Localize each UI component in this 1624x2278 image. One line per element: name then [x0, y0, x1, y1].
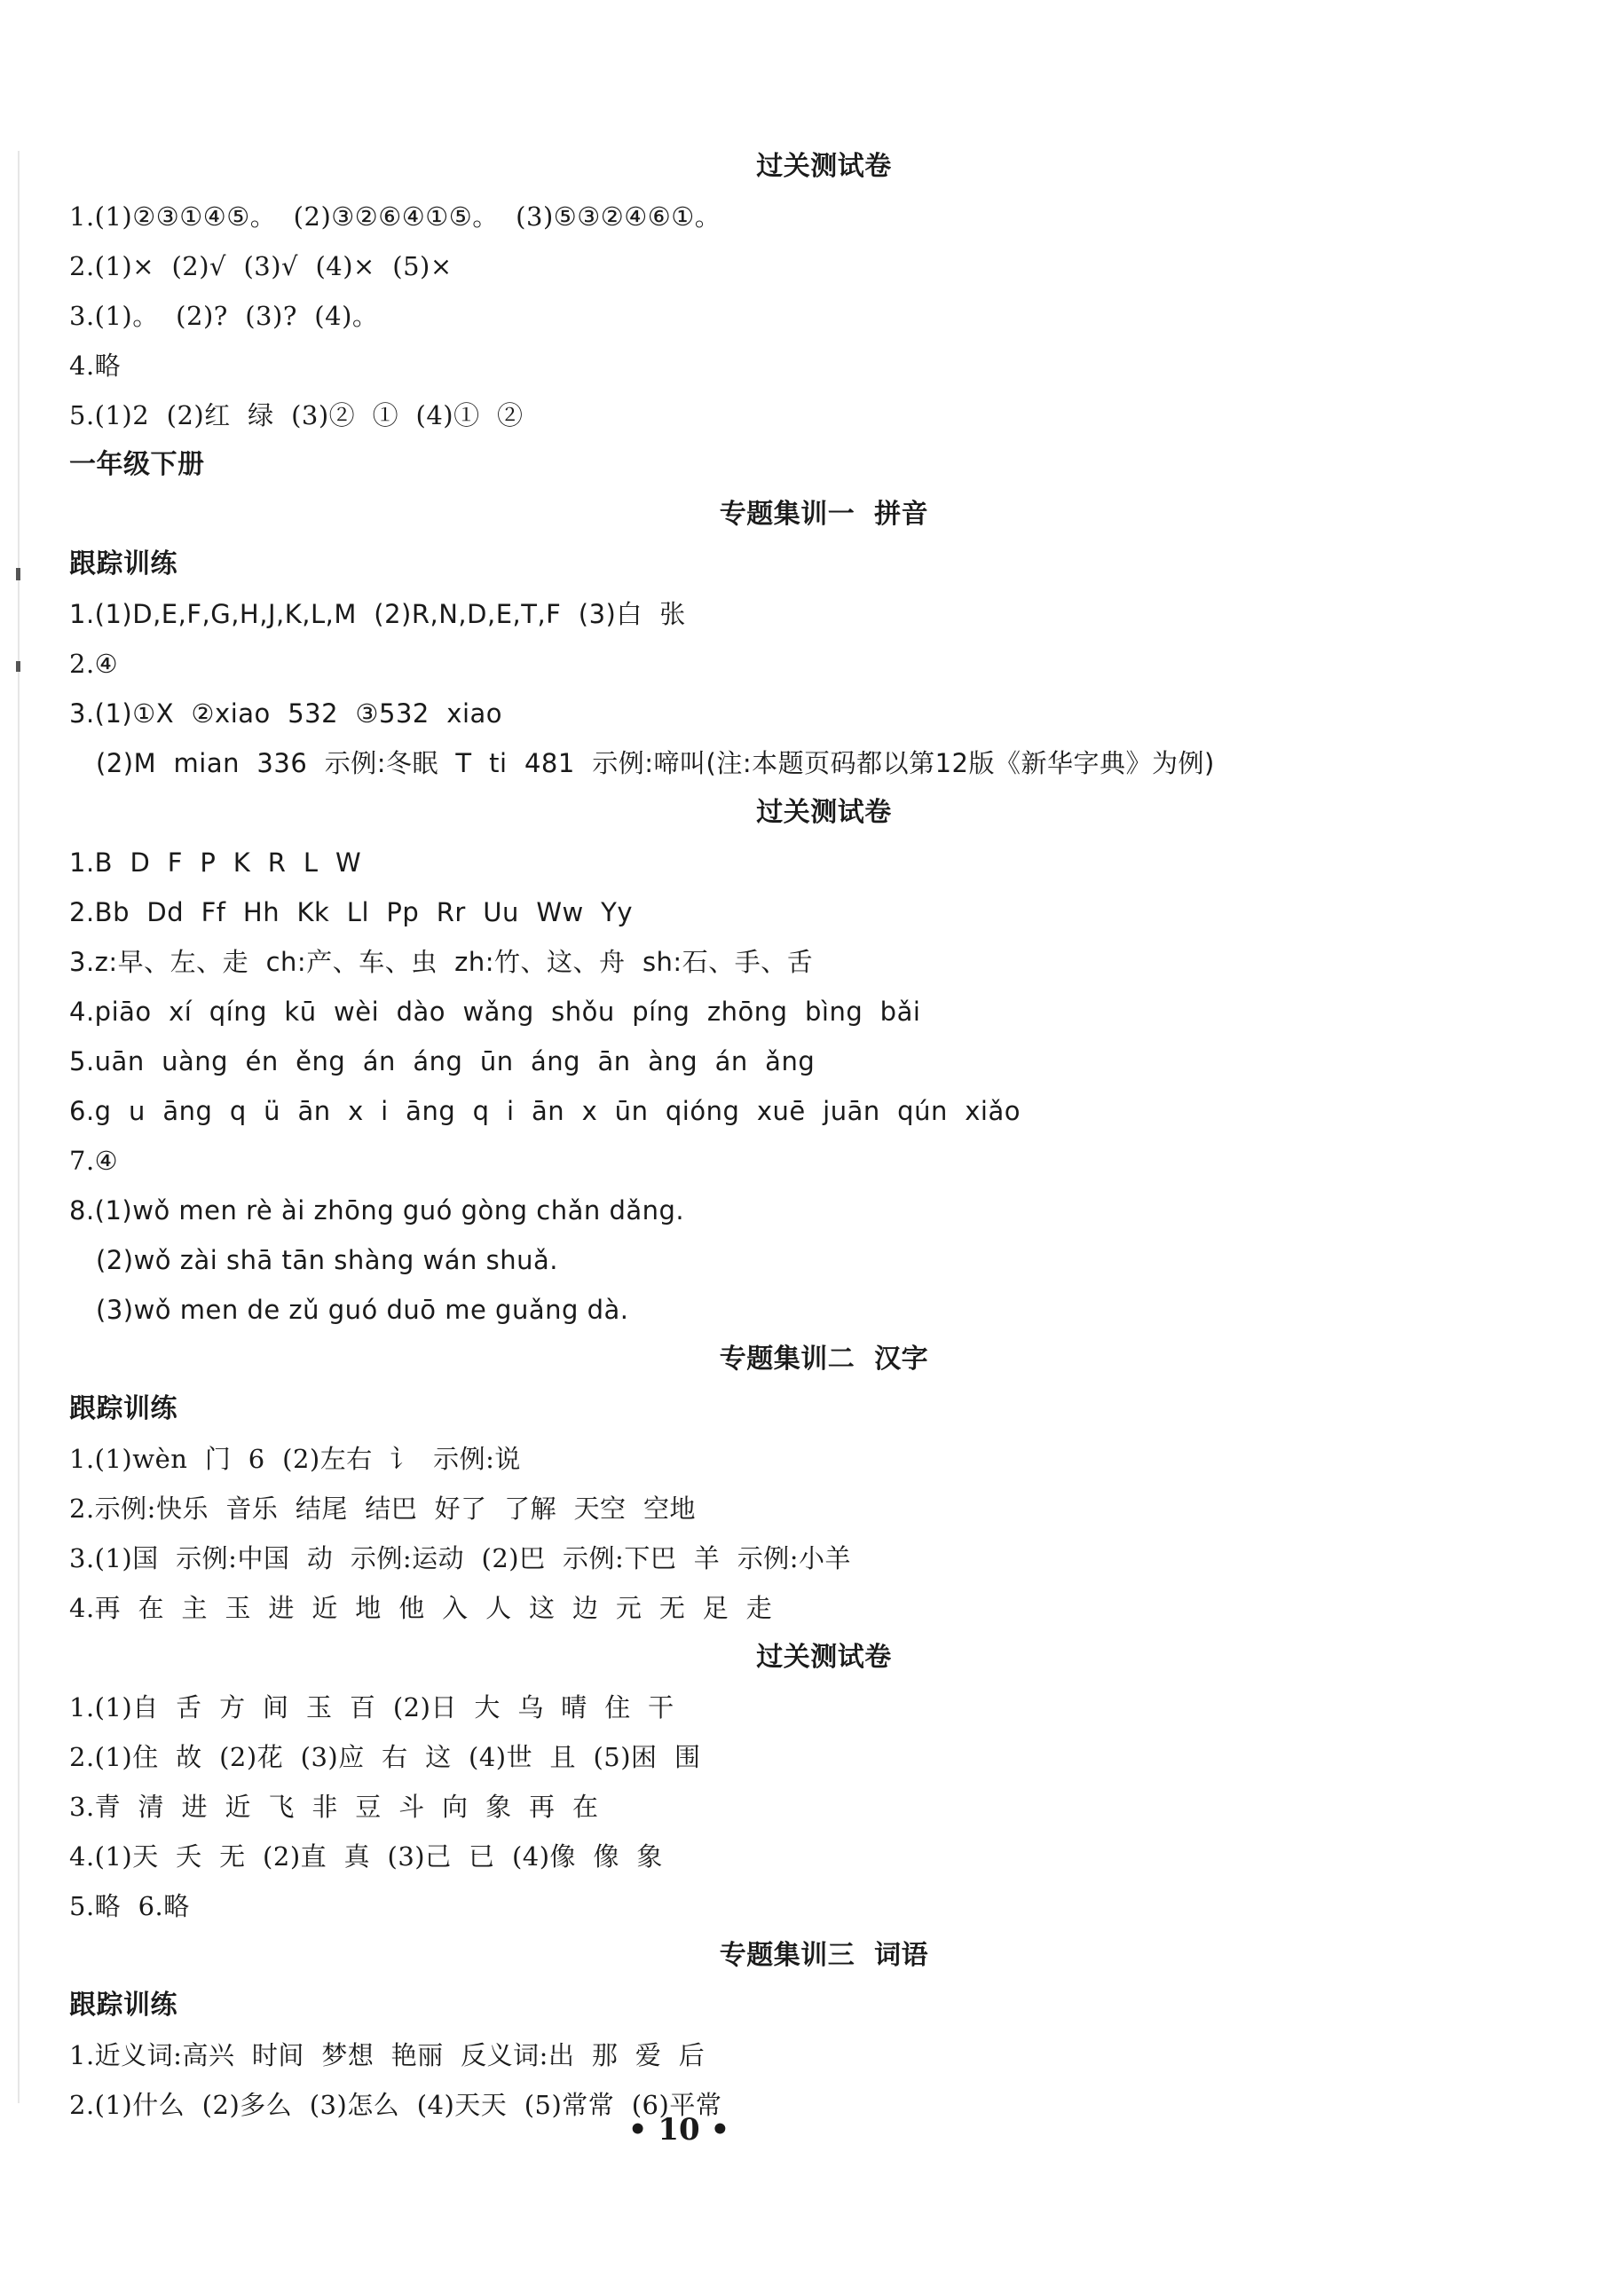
- answer-line: 5.略 6.略: [69, 1891, 190, 1921]
- section-heading: 专题集训二 汉字: [719, 1344, 929, 1375]
- answer-page: [69, 142, 1578, 2130]
- answer-line: 4.略: [69, 351, 122, 381]
- answer-line: 4.piāo xí qíng kū wèi dào wǎng shǒu píng zhōng bìng bǎi: [69, 997, 921, 1027]
- page-number: • 10 •: [627, 2112, 730, 2148]
- subsection-heading: 跟踪训练: [69, 548, 177, 579]
- answer-line: 1.B D F P K R L W: [69, 847, 362, 878]
- answer-line: 3.(1)。 (2)? (3)? (4)。: [69, 301, 379, 331]
- answer-line: 2.(1)× (2)√ (3)√ (4)× (5)×: [69, 251, 453, 281]
- page-margin-line: [18, 151, 20, 2103]
- answer-line: 2.示例:快乐 音乐 结尾 结巴 好了 了解 天空 空地: [69, 1494, 696, 1524]
- answer-line: (2)wǒ zài shā tān shàng wán shuǎ.: [96, 1245, 558, 1275]
- section-heading: 过关测试卷: [756, 1642, 892, 1673]
- answer-line: 2.④: [69, 649, 119, 679]
- section-heading: 专题集训一 拼音: [719, 499, 929, 530]
- subsection-heading: 一年级下册: [69, 449, 205, 480]
- answer-line: 6.g u āng q ü ān x i āng q i ān x ūn qióng xuē juān qún xiǎo: [69, 1096, 1021, 1126]
- answer-line: 1.近义词:高兴 时间 梦想 艳丽 反义词:出 那 爱 后: [69, 2040, 706, 2070]
- answer-line: 1.(1)自 舌 方 间 玉 百 (2)日 大 乌 晴 住 干: [69, 1692, 674, 1722]
- answer-line: 1.(1)②③①④⑤。 (2)③②⑥④①⑤。 (3)⑤③②④⑥①。: [69, 201, 721, 232]
- subsection-heading: 跟踪训练: [69, 1990, 177, 2021]
- answer-line: 3.青 清 进 近 飞 非 豆 斗 向 象 再 在: [69, 1792, 599, 1822]
- answer-line: 2.(1)住 故 (2)花 (3)应 右 这 (4)世 且 (5)困 围: [69, 1742, 701, 1772]
- answer-line: 2.Bb Dd Ff Hh Kk Ll Pp Rr Uu Ww Yy: [69, 897, 634, 927]
- scan-mark: [16, 568, 20, 580]
- answer-line: 1.(1)D,E,F,G,H,J,K,L,M (2)R,N,D,E,T,F (3)白 张: [69, 599, 686, 629]
- answer-line: 2.(1)什么 (2)多么 (3)怎么 (4)天天 (5)常常 (6)平常: [69, 2090, 722, 2120]
- answer-line: 3.z:早、左、走 ch:产、车、虫 zh:竹、这、舟 sh:石、手、舌: [69, 947, 814, 977]
- answer-line: 1.(1)wèn 门 6 (2)左右 讠 示例:说: [69, 1444, 521, 1474]
- subsection-heading: 跟踪训练: [69, 1393, 177, 1424]
- section-heading: 专题集训三 词语: [719, 1940, 929, 1971]
- answer-line: 8.(1)wǒ men rè ài zhōng guó gòng chǎn dǎng.: [69, 1195, 685, 1226]
- answer-line: 5.uān uàng én ěng án áng ūn áng ān àng án ǎng: [69, 1046, 816, 1076]
- answer-line: 3.(1)国 示例:中国 动 示例:运动 (2)巴 示例:下巴 羊 示例:小羊: [69, 1543, 851, 1573]
- answer-line: (2)M mian 336 示例:冬眠 T ti 481 示例:啼叫(注:本题页码都以第12版《新华字典》为例): [96, 748, 1215, 778]
- answer-line: 3.(1)①X ②xiao 532 ③532 xiao: [69, 698, 503, 729]
- scan-mark: [16, 661, 20, 672]
- answer-line: 4.再 在 主 玉 进 近 地 他 入 人 这 边 元 无 足 走: [69, 1593, 773, 1623]
- answer-line: 5.(1)2 (2)红 绿 (3)② ① (4)① ②: [69, 400, 524, 430]
- section-heading: 过关测试卷: [756, 797, 892, 828]
- answer-line: 7.④: [69, 1146, 119, 1176]
- answer-line: (3)wǒ men de zǔ guó duō me guǎng dà.: [96, 1295, 629, 1325]
- section-heading: 过关测试卷: [756, 151, 892, 182]
- answer-line: 4.(1)天 夭 无 (2)直 真 (3)己 已 (4)像 像 象: [69, 1841, 663, 1872]
